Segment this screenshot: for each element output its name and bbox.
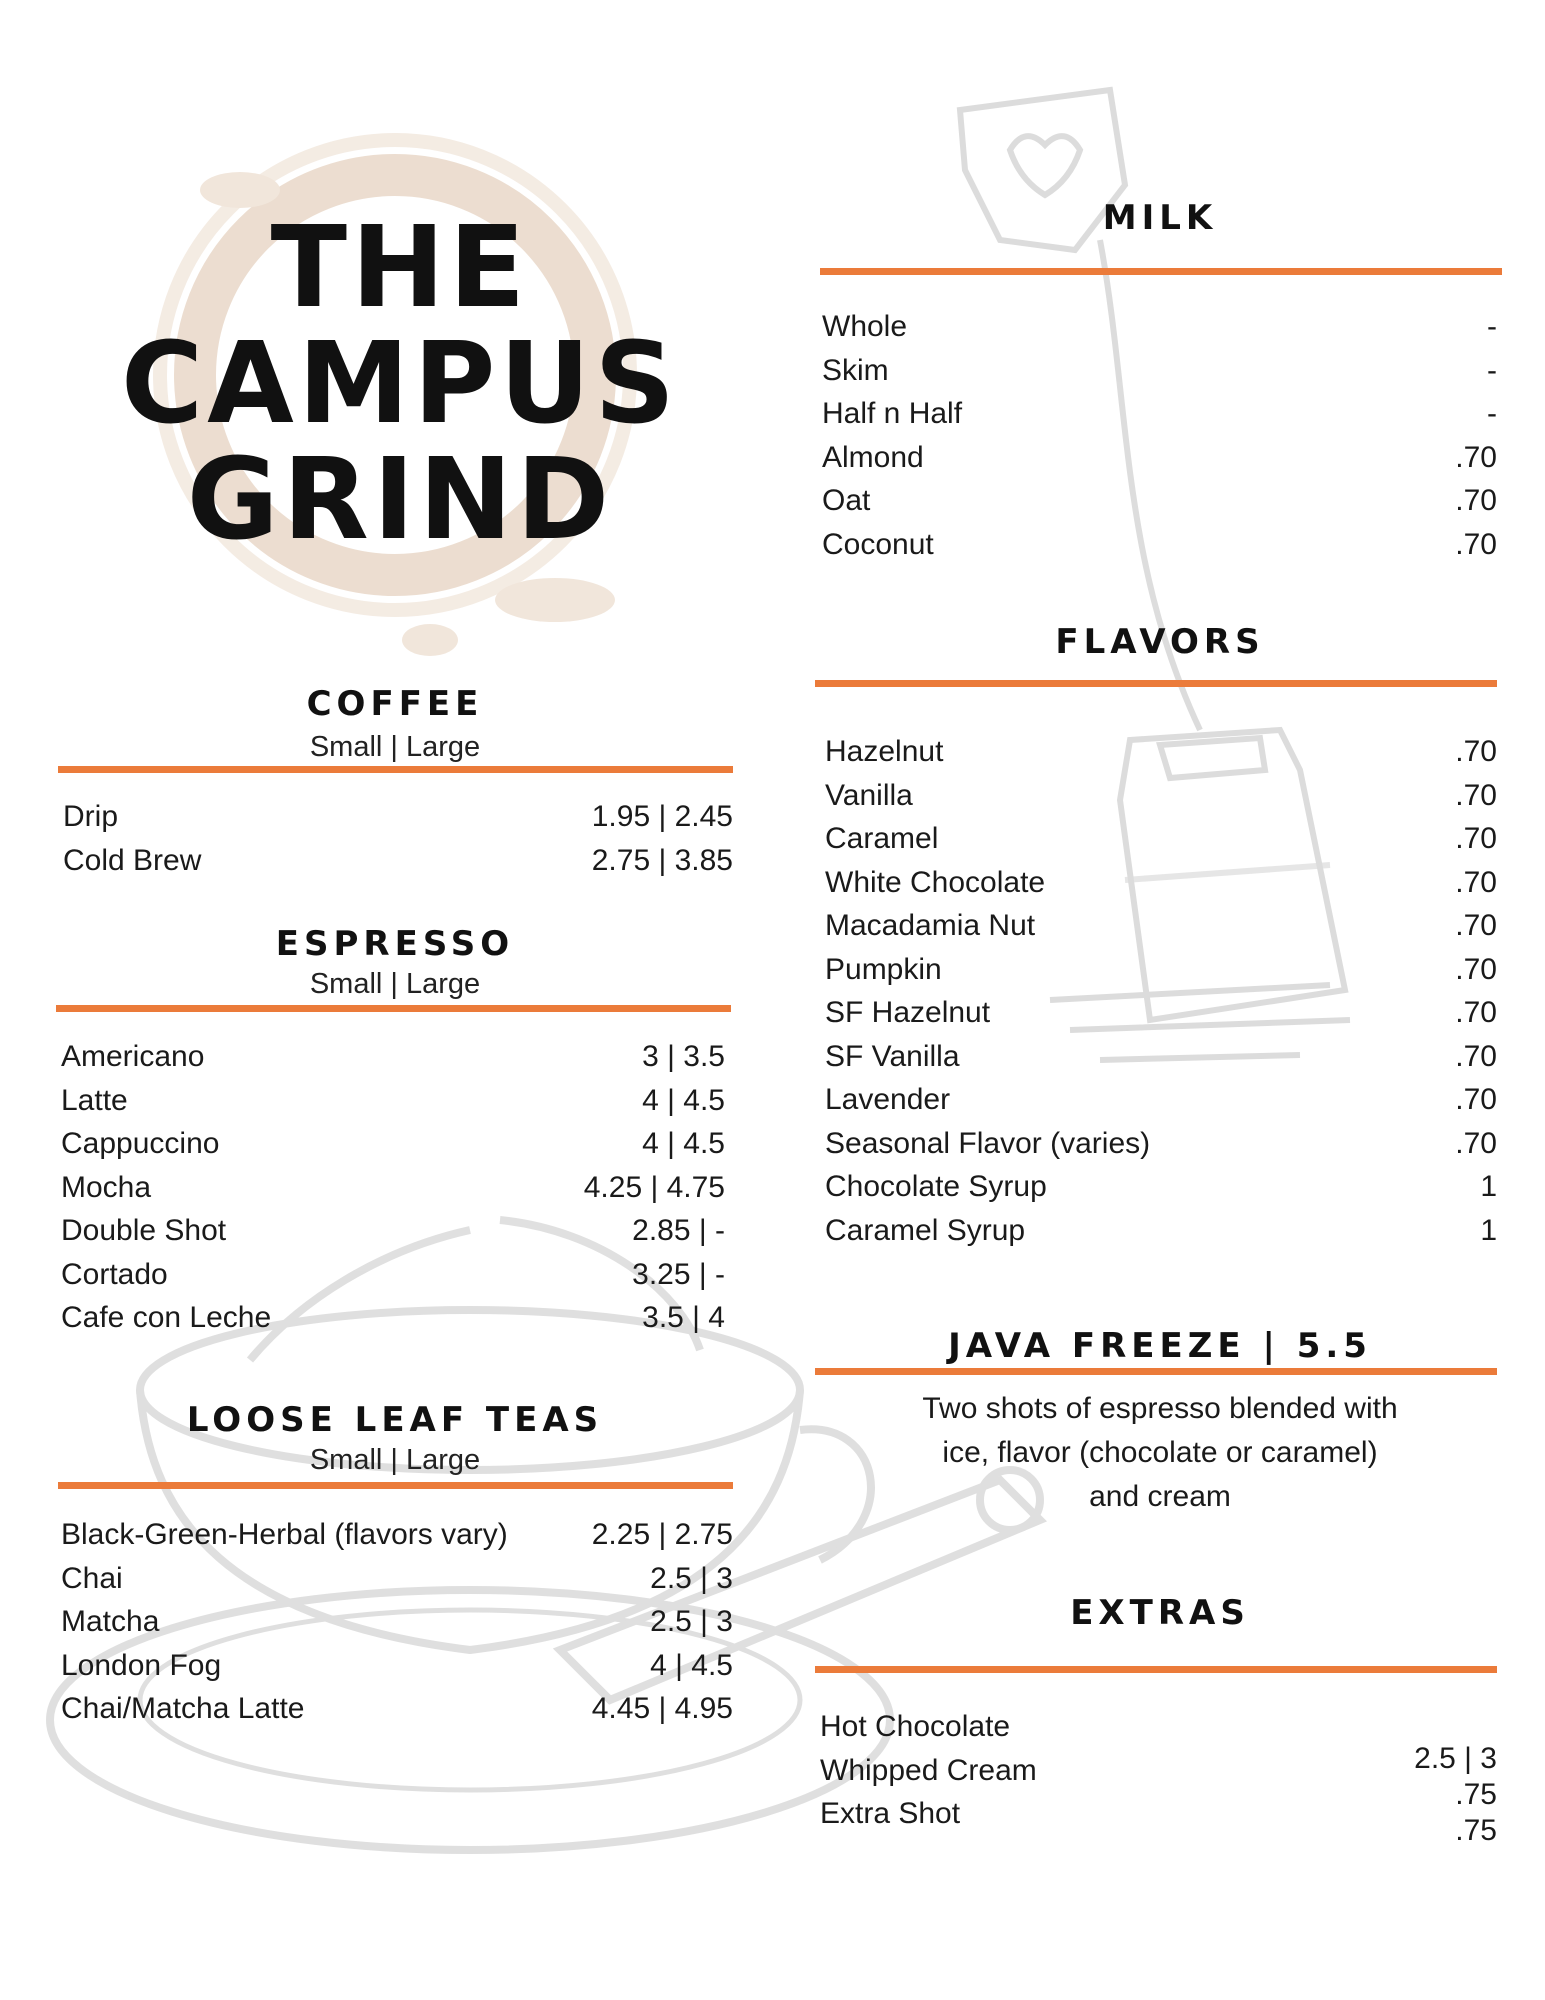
item-price: .75 xyxy=(1455,1778,1497,1811)
java-freeze-heading: JAVA FREEZE | 5.5 xyxy=(948,1326,1372,1366)
item-price: .70 xyxy=(1455,484,1497,517)
item-name: White Chocolate xyxy=(825,865,1046,899)
list-item xyxy=(61,1562,733,1606)
milk-rule xyxy=(820,268,1502,275)
list-item xyxy=(820,1754,1220,1798)
list-item xyxy=(61,1518,733,1562)
item-name: Whole xyxy=(822,310,908,343)
item-price: 4 | 4.5 xyxy=(650,1648,733,1682)
item-name: Coconut xyxy=(822,527,934,561)
list-item xyxy=(825,735,1497,779)
item-name: Matcha xyxy=(61,1605,160,1638)
item-price: 4.25 | 4.75 xyxy=(583,1170,725,1204)
item-price: 4.45 | 4.95 xyxy=(591,1692,733,1725)
item-name: SF Hazelnut xyxy=(825,996,991,1029)
item-name: Hazelnut xyxy=(825,735,944,768)
item-name: Latte xyxy=(61,1083,128,1117)
list-item xyxy=(822,441,1497,485)
item-name: Drip xyxy=(63,800,119,833)
item-name: Double Shot xyxy=(61,1214,227,1247)
item-price: - xyxy=(1487,353,1497,387)
list-item xyxy=(825,953,1497,997)
list-item xyxy=(61,1649,733,1693)
coffee-list xyxy=(63,800,733,887)
item-price: 2.75 | 3.85 xyxy=(591,843,733,877)
item-name: Cortado xyxy=(61,1257,168,1291)
title-line: THE xyxy=(270,203,530,333)
item-price: .70 xyxy=(1455,735,1497,768)
item-price: 2.25 | 2.75 xyxy=(591,1518,733,1551)
item-name: Mocha xyxy=(61,1170,152,1204)
teas-rule xyxy=(58,1482,733,1489)
list-item xyxy=(825,1127,1497,1171)
list-item xyxy=(825,779,1497,823)
item-name: Lavender xyxy=(825,1083,951,1116)
milk-list xyxy=(822,310,1497,571)
teas-list xyxy=(61,1518,733,1736)
item-price: 2.5 | 3 xyxy=(650,1561,733,1595)
extras-rule xyxy=(815,1666,1497,1673)
item-name: Chai/Matcha Latte xyxy=(61,1692,305,1725)
item-price: 1 xyxy=(1480,1170,1497,1203)
item-price: .70 xyxy=(1455,527,1497,561)
item-price: - xyxy=(1487,310,1497,343)
item-name: Skim xyxy=(822,353,889,387)
item-price: .70 xyxy=(1455,440,1497,474)
item-name: Cafe con Leche xyxy=(61,1301,272,1334)
item-name: Black-Green-Herbal (flavors vary) xyxy=(61,1518,508,1551)
item-price: 3.25 | - xyxy=(632,1257,725,1291)
item-name: Oat xyxy=(822,484,871,517)
item-name: Caramel Syrup xyxy=(825,1213,1026,1247)
item-name: Vanilla xyxy=(825,778,913,812)
title-line: CAMPUS xyxy=(120,319,680,449)
list-item xyxy=(822,484,1497,528)
espresso-list xyxy=(61,1040,725,1345)
teas-heading: LOOSE LEAF TEAS xyxy=(186,1400,604,1440)
teas-sizes: Small | Large xyxy=(309,1444,481,1476)
list-item xyxy=(822,397,1497,441)
item-price: 1.95 | 2.45 xyxy=(591,800,733,833)
list-item xyxy=(61,1258,725,1302)
coffee-heading: COFFEE xyxy=(306,684,484,724)
list-item xyxy=(61,1127,725,1171)
list-item xyxy=(63,800,733,844)
item-price: .70 xyxy=(1455,996,1497,1029)
item-price: 2.5 | 3 xyxy=(1414,1742,1497,1775)
item-price: .70 xyxy=(1455,1039,1497,1073)
java-freeze-rule xyxy=(815,1368,1497,1375)
list-item xyxy=(61,1171,725,1215)
item-name: Cappuccino xyxy=(61,1127,220,1160)
list-item xyxy=(61,1084,725,1128)
item-price: 2.85 | - xyxy=(632,1214,725,1247)
description-line: and cream xyxy=(1089,1480,1231,1513)
item-price: 4 | 4.5 xyxy=(642,1083,725,1117)
extras-heading: EXTRAS xyxy=(1070,1593,1250,1633)
extras-prices xyxy=(1297,1741,1497,1849)
item-price: 2.5 | 3 xyxy=(650,1605,733,1638)
item-name: SF Vanilla xyxy=(825,1039,960,1073)
list-item xyxy=(820,1710,1220,1754)
list-item xyxy=(822,354,1497,398)
item-name: Almond xyxy=(822,440,924,474)
item-price: .70 xyxy=(1455,952,1497,986)
list-item xyxy=(61,1692,733,1736)
item-name: Macadamia Nut xyxy=(825,909,1036,942)
item-name: Chocolate Syrup xyxy=(825,1170,1047,1203)
item-price: .75 xyxy=(1455,1814,1497,1847)
description-line: Two shots of espresso blended with xyxy=(922,1392,1398,1425)
java-freeze-description xyxy=(815,1387,1505,1519)
list-item xyxy=(61,1040,725,1084)
item-name: Seasonal Flavor (varies) xyxy=(825,1126,1151,1160)
list-item xyxy=(61,1605,733,1649)
list-item xyxy=(825,909,1497,953)
list-item xyxy=(825,866,1497,910)
item-name: Cold Brew xyxy=(63,843,202,877)
coffee-sizes: Small | Large xyxy=(309,731,481,763)
item-price: .70 xyxy=(1455,909,1497,942)
extras-names xyxy=(820,1710,1220,1841)
item-price: .70 xyxy=(1455,822,1497,855)
list-item xyxy=(820,1797,1220,1841)
item-price: .70 xyxy=(1455,1083,1497,1116)
espresso-rule xyxy=(56,1005,731,1012)
list-item xyxy=(61,1301,725,1345)
item-name: Chai xyxy=(61,1561,123,1595)
list-item xyxy=(822,310,1497,354)
item-price: 3 | 3.5 xyxy=(642,1040,725,1073)
flavors-heading: FLAVORS xyxy=(1055,622,1265,662)
list-item xyxy=(63,844,733,888)
flavors-rule xyxy=(815,680,1497,687)
espresso-sizes: Small | Large xyxy=(309,968,481,1000)
list-item xyxy=(825,1214,1497,1258)
espresso-heading: ESPRESSO xyxy=(275,924,515,964)
item-price: - xyxy=(1487,397,1497,430)
item-price: .70 xyxy=(1455,778,1497,812)
item-name: London Fog xyxy=(61,1648,222,1682)
item-name: Extra Shot xyxy=(820,1797,961,1830)
item-name: Pumpkin xyxy=(825,952,942,986)
list-item xyxy=(822,528,1497,572)
list-item xyxy=(825,822,1497,866)
item-price: 1 xyxy=(1480,1213,1497,1247)
list-item xyxy=(825,1170,1497,1214)
description-line: ice, flavor (chocolate or caramel) xyxy=(942,1436,1378,1469)
item-name: Whipped Cream xyxy=(820,1753,1037,1787)
list-item xyxy=(61,1214,725,1258)
flavors-list xyxy=(825,735,1497,1257)
milk-heading: MILK xyxy=(1102,198,1218,238)
brand-title xyxy=(80,203,720,565)
item-name: Half n Half xyxy=(822,397,963,430)
item-price: .70 xyxy=(1455,1126,1497,1160)
list-item xyxy=(825,1083,1497,1127)
item-name: Caramel xyxy=(825,822,939,855)
item-name: Hot Chocolate xyxy=(820,1710,1011,1743)
item-price: 4 | 4.5 xyxy=(642,1127,725,1160)
list-item xyxy=(825,1040,1497,1084)
item-price: 3.5 | 4 xyxy=(642,1301,725,1334)
list-item xyxy=(825,996,1497,1040)
item-name: Americano xyxy=(61,1040,205,1073)
item-price: .70 xyxy=(1455,865,1497,899)
coffee-rule xyxy=(58,766,733,773)
title-line: GRIND xyxy=(186,435,614,565)
